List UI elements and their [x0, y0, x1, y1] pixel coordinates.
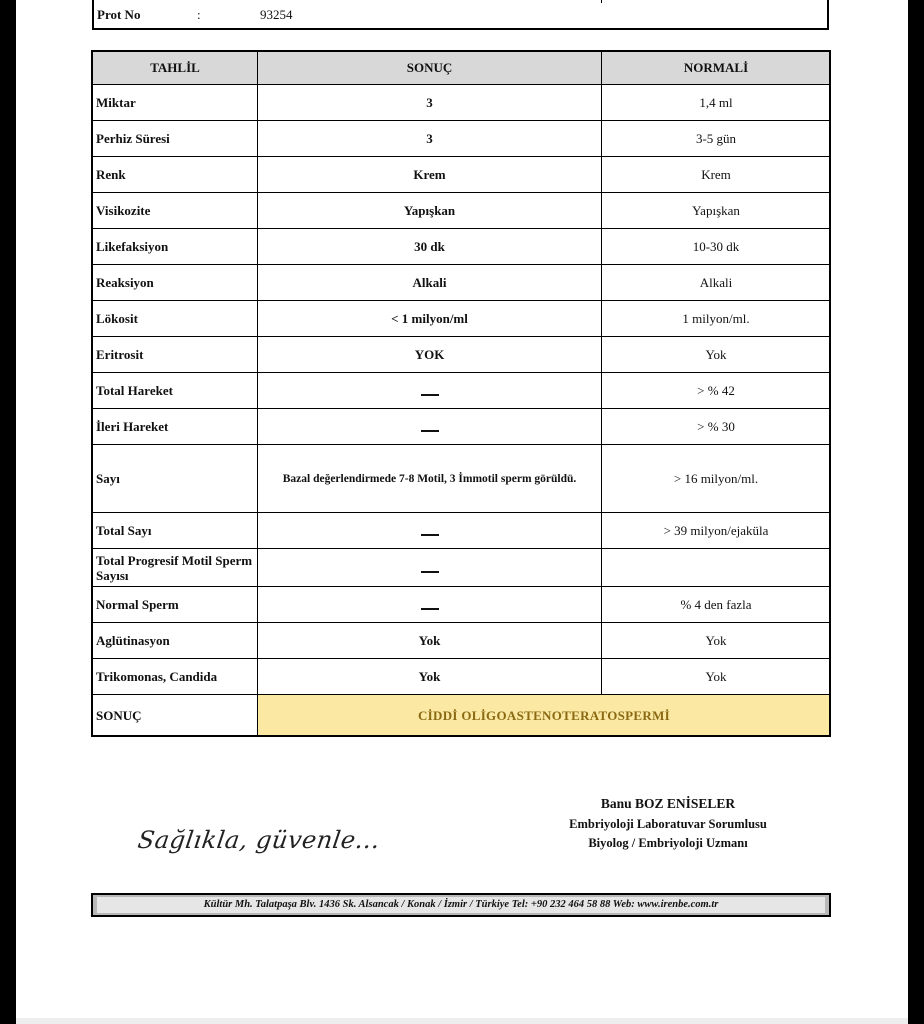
table-row: [93, 193, 831, 229]
normal-range-cell: Yapışkan: [602, 193, 831, 229]
normal-range-cell: Alkali: [602, 265, 831, 301]
result-cell: [258, 409, 602, 445]
footer-address: Kültür Mh. Talatpaşa Blv. 1436 Sk. Alsancak / Konak / İzmir / Türkiye Tel: +90 232 464 58 88 Web: www.irenbe.com.tr: [97, 897, 825, 913]
table-row: [93, 265, 831, 301]
result-cell: Yok: [258, 623, 602, 659]
test-name-cell: Total Progresif Motil Sperm Sayısı: [93, 549, 258, 587]
normal-range-cell: 1,4 ml: [602, 85, 831, 121]
protocol-header: [92, 0, 829, 30]
normal-range-cell: Yok: [602, 337, 831, 373]
normal-range-cell: 10-30 dk: [602, 229, 831, 265]
table-row: [93, 121, 831, 157]
normal-range-cell: 3-5 gün: [602, 121, 831, 157]
normal-range-cell: % 4 den fazla: [602, 587, 831, 623]
test-name-cell: Normal Sperm: [93, 587, 258, 623]
result-cell: 3: [258, 121, 602, 157]
test-name-cell: Miktar: [93, 85, 258, 121]
table-row: [93, 409, 831, 445]
table-row: [93, 85, 831, 121]
result-cell: Bazal değerlendirmede 7-8 Motil, 3 İmmotil sperm görüldü.: [258, 445, 602, 513]
prot-separator: :: [197, 7, 201, 22]
normal-range-cell: > % 42: [602, 373, 831, 409]
column-header-result: SONUÇ: [258, 52, 602, 85]
test-name-cell: Total Hareket: [93, 373, 258, 409]
result-cell: [258, 587, 602, 623]
normal-range-cell: 1 milyon/ml.: [602, 301, 831, 337]
table-row: [93, 337, 831, 373]
conclusion-row: [93, 695, 831, 737]
test-name-cell: Perhiz Süresi: [93, 121, 258, 157]
result-cell: 30 dk: [258, 229, 602, 265]
test-name-cell: İleri Hareket: [93, 409, 258, 445]
table-row: [93, 157, 831, 193]
results-table: [92, 51, 831, 737]
result-cell: YOK: [258, 337, 602, 373]
result-cell: Krem: [258, 157, 602, 193]
empty-dash: [421, 394, 439, 396]
normal-range-cell: Yok: [602, 659, 831, 695]
table-row: [93, 659, 831, 695]
empty-dash: [421, 430, 439, 432]
test-name-cell: Eritrosit: [93, 337, 258, 373]
test-name-cell: Likefaksiyon: [93, 229, 258, 265]
table-row: [93, 513, 831, 549]
conclusion-value: CİDDİ OLİGOASTENOTERATOSPERMİ: [258, 695, 831, 737]
signer-block: [538, 796, 798, 855]
table-row: [93, 587, 831, 623]
test-name-cell: Total Sayı: [93, 513, 258, 549]
signer-name: Banu BOZ ENİSELER: [600, 796, 736, 811]
signer-title-1: Embriyoloji Laboratuvar Sorumlusu: [569, 817, 767, 831]
test-name-cell: Renk: [93, 157, 258, 193]
normal-range-cell: Krem: [602, 157, 831, 193]
test-name-cell: Lökosit: [93, 301, 258, 337]
prot-label: Prot No: [97, 7, 141, 22]
test-name-cell: Trikomonas, Candida: [93, 659, 258, 695]
result-cell: Yok: [258, 659, 602, 695]
address-footer: [91, 893, 831, 917]
table-row: [93, 445, 831, 513]
result-cell: [258, 549, 602, 587]
conclusion-label: SONUÇ: [93, 695, 258, 737]
column-tick: [601, 0, 602, 3]
table-row: [93, 229, 831, 265]
test-name-cell: Reaksiyon: [93, 265, 258, 301]
empty-dash: [421, 608, 439, 610]
normal-range-cell: > 39 milyon/ejaküla: [602, 513, 831, 549]
normal-range-cell: > 16 milyon/ml.: [602, 445, 831, 513]
column-header-normal: NORMALİ: [602, 52, 831, 85]
test-name-cell: Sayı: [93, 445, 258, 513]
result-cell: < 1 milyon/ml: [258, 301, 602, 337]
report-page: [16, 0, 908, 1024]
table-row: [93, 373, 831, 409]
result-cell: [258, 513, 602, 549]
table-row: [93, 301, 831, 337]
table-header-row: [93, 52, 831, 85]
test-name-cell: Aglütinasyon: [93, 623, 258, 659]
table-row: [93, 623, 831, 659]
test-name-cell: Visikozite: [93, 193, 258, 229]
result-cell: Yapışkan: [258, 193, 602, 229]
result-cell: [258, 373, 602, 409]
slogan-signature: Sağlıkla, güvenle...: [136, 826, 383, 854]
empty-dash: [421, 571, 439, 573]
signer-title-2: Biyolog / Embriyoloji Uzmanı: [588, 836, 748, 850]
result-cell: Alkali: [258, 265, 602, 301]
prot-value: 93254: [260, 7, 293, 22]
column-header-test: TAHLİL: [93, 52, 258, 85]
normal-range-cell: > % 30: [602, 409, 831, 445]
empty-dash: [421, 534, 439, 536]
page-edge: [16, 1018, 908, 1024]
table-row: [93, 549, 831, 587]
normal-range-cell: Yok: [602, 623, 831, 659]
result-cell: 3: [258, 85, 602, 121]
normal-range-cell: [602, 549, 831, 587]
